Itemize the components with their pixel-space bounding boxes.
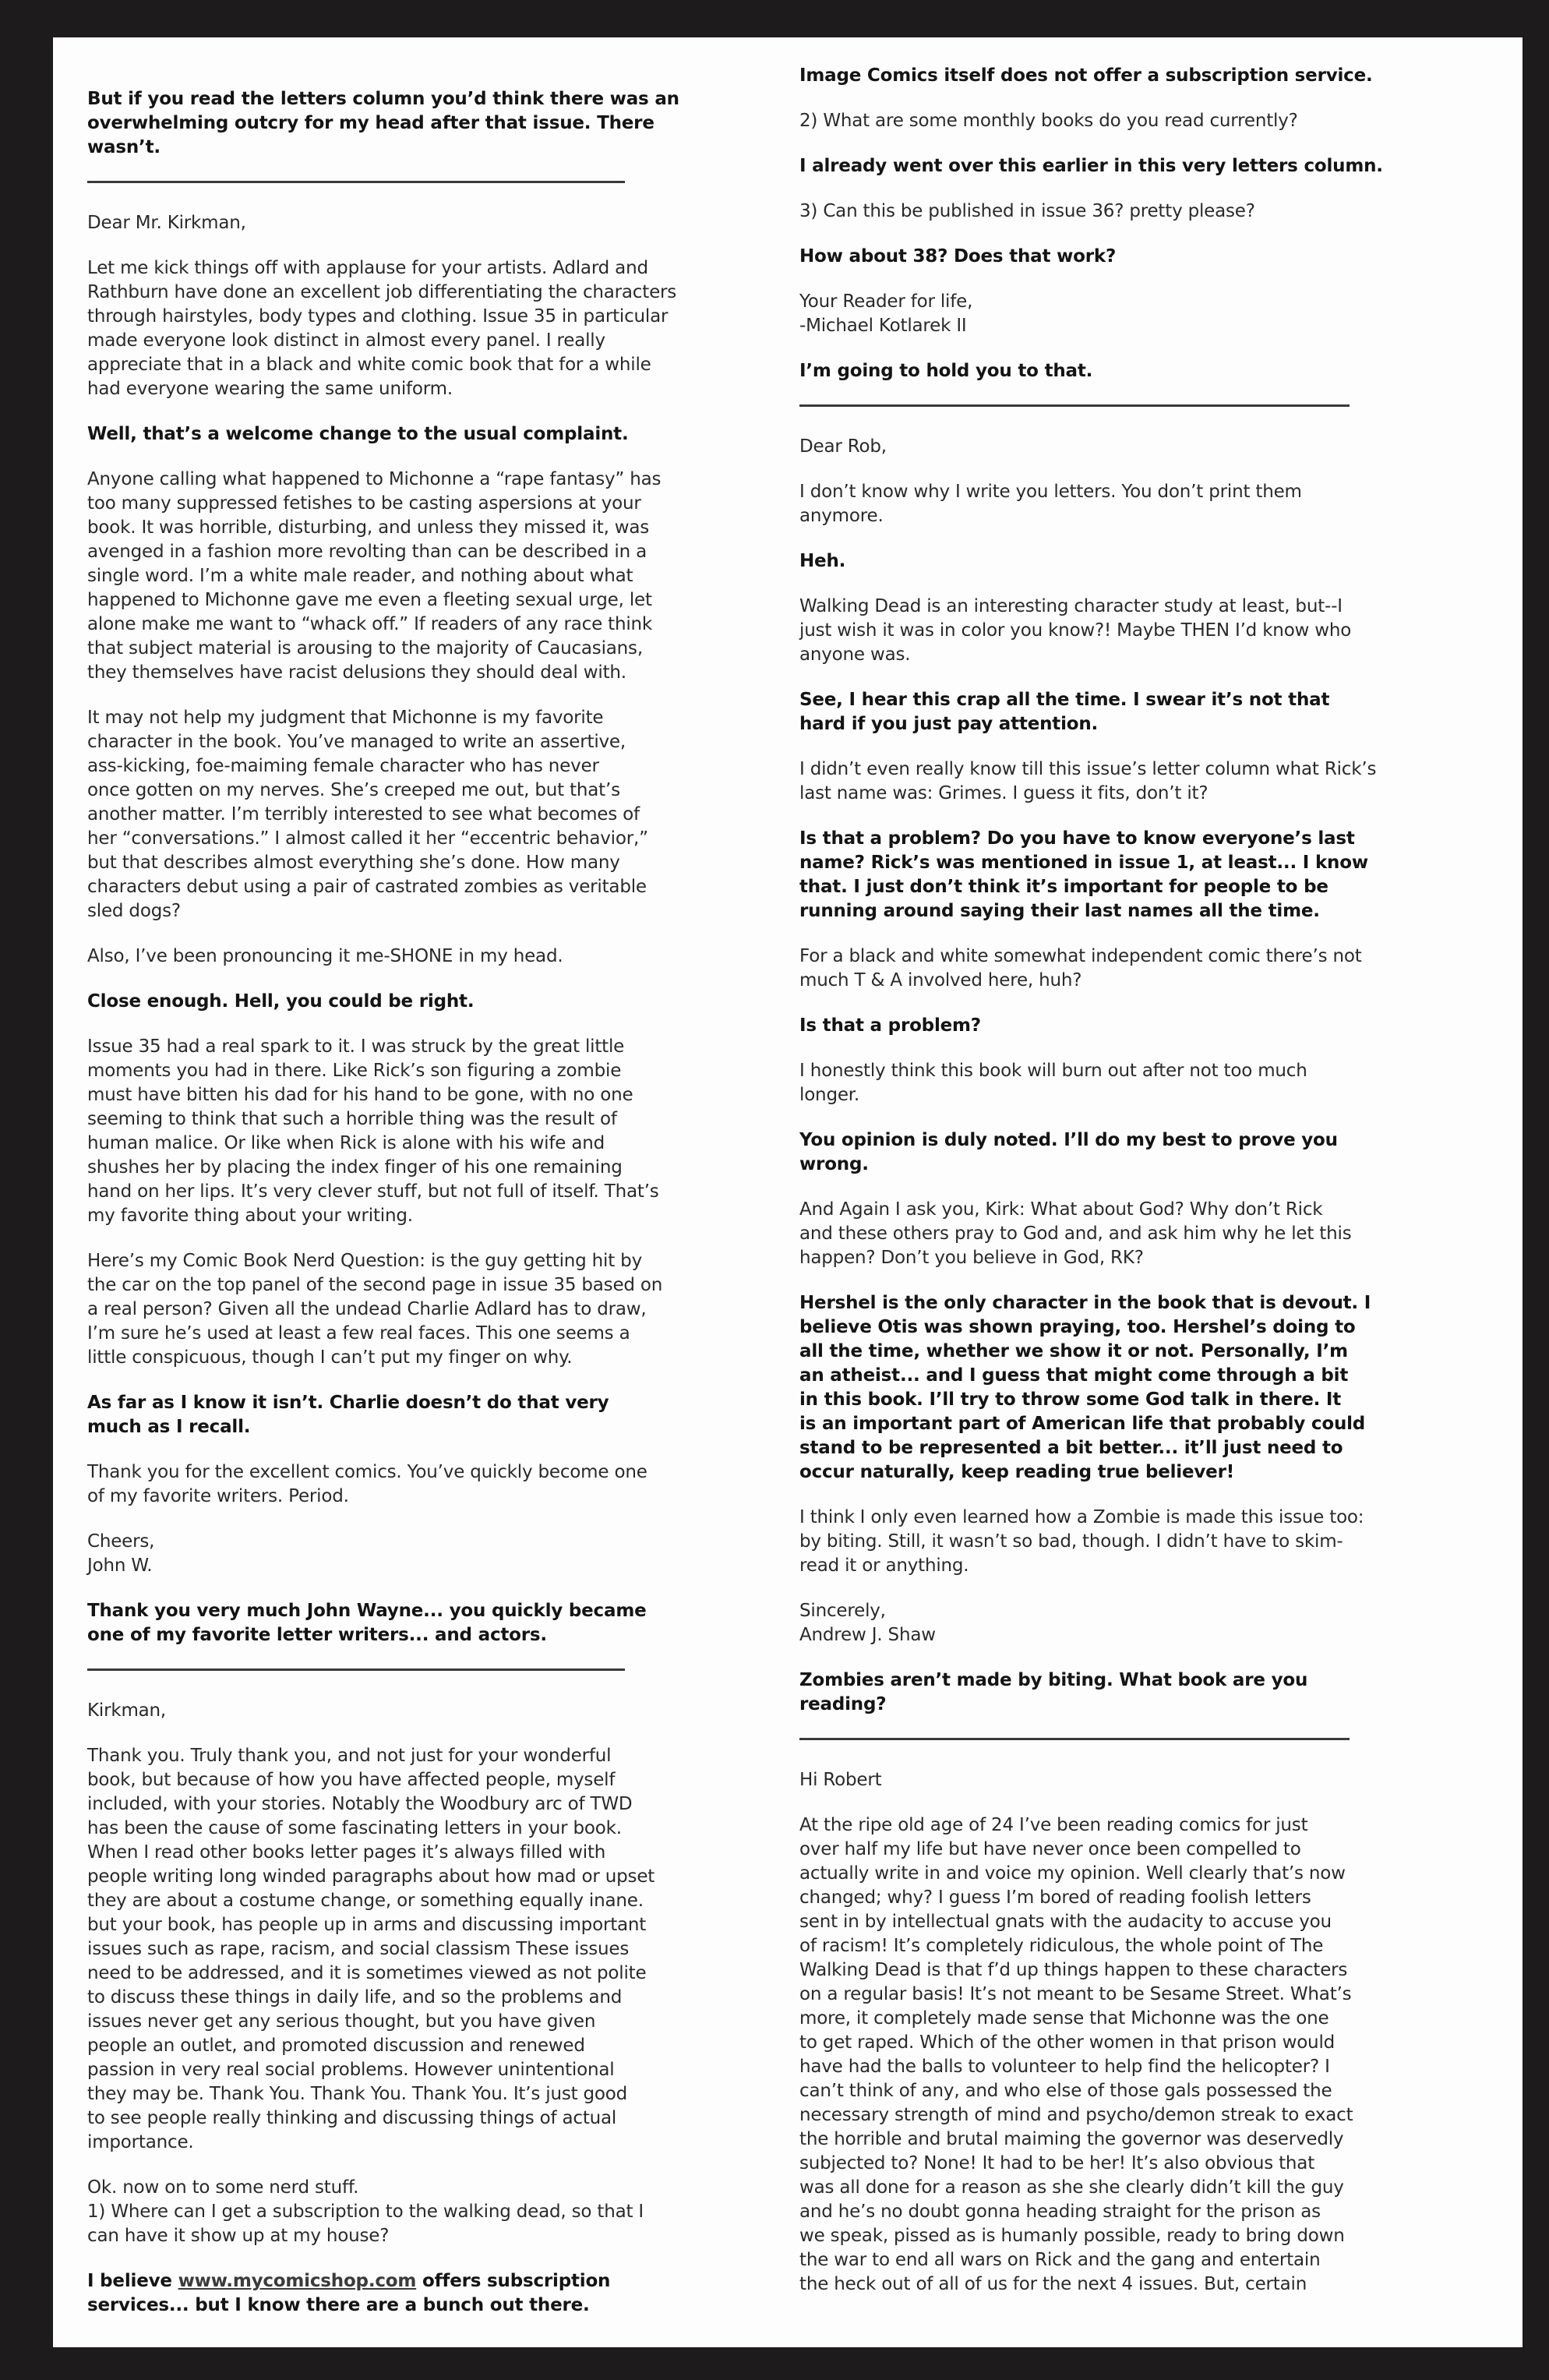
text-line: anyone was. — [799, 644, 911, 665]
text-line: name? Rick’s was mentioned in issue 1, at least... I know — [799, 853, 1368, 873]
editor-reply — [799, 1668, 1383, 1717]
text-line: passion in very real social problems. However unintentional — [87, 2060, 615, 2080]
text-line: the war to end all wars on Rick and the gang and entertain — [799, 2250, 1321, 2270]
text-line: the heck out of all of us for the next 4 issues. But, certain — [799, 2274, 1307, 2294]
letter-paragraph — [799, 1599, 1383, 1647]
letter-paragraph — [87, 1530, 679, 1578]
text-line: Walking Dead is an interesting character study at least, but--I — [799, 596, 1343, 616]
text-line: moments you had in there. Like Rick’s son figuring a zombie — [87, 1061, 622, 1081]
text-line: that subject material is arousing to the majority of Caucasians, — [87, 638, 643, 659]
text-line: 1) Where can I get a subscription to the walking dead, so that I — [87, 2202, 644, 2222]
text-line: hand on her lips. It’s very clever stuff, but not full of itself. That’s — [87, 1181, 659, 1202]
editor-reply — [799, 1128, 1383, 1177]
text-line: 3) Can this be published in issue 36? pretty please? — [799, 201, 1255, 221]
editor-reply — [799, 827, 1383, 923]
text-line: See, I hear this crap all the time. I swear it’s not that — [799, 690, 1330, 710]
text-line: they themselves have racist delusions they should deal with. — [87, 662, 626, 683]
section-divider — [87, 1668, 625, 1671]
text-line: anymore. — [799, 506, 884, 526]
text-line: Ok. now on to some nerd stuff. — [87, 2177, 359, 2198]
text-line: Kirkman, — [87, 1700, 167, 1721]
text-line: believe Otis was shown praying, too. Hershel’s doing to — [799, 1317, 1356, 1337]
text-line: overwhelming outcry for my head after that issue. There — [87, 113, 655, 133]
text-line: alone make me want to “whack off.” If readers of any race think — [87, 614, 653, 634]
editor-reply — [799, 688, 1383, 736]
editor-reply — [87, 422, 679, 447]
text-line: need to be addressed, and it is sometimes viewed as not polite — [87, 1963, 647, 1983]
text-line: occur naturally, keep reading true believer! — [799, 1462, 1235, 1482]
text-line: to discuss these things in daily life, and so the problems and — [87, 1987, 623, 2007]
text-line: actually write in and voice my opinion. Well clearly that’s now — [799, 1863, 1346, 1884]
editor-reply — [87, 1599, 679, 1647]
text-line: much as I recall. — [87, 1417, 251, 1437]
section-divider — [87, 181, 625, 183]
text-line: too many suppressed fetishes to be casting aspersions at your — [87, 493, 641, 514]
text-line: the car on the top panel of the second page in issue 35 based on — [87, 1275, 663, 1295]
letter-paragraph — [87, 1035, 679, 1228]
text-line: must have bitten his dad for his hand to be gone, with no one — [87, 1085, 633, 1105]
text-line: in this book. I’ll try to throw some God talk in there. It — [799, 1390, 1342, 1410]
text-line: issues such as rape, racism, and social classism These issues — [87, 1939, 630, 1959]
text-line: can’t think of any, and who else of those gals possessed the — [799, 2081, 1332, 2101]
text-line: Dear Mr. Kirkman, — [87, 213, 246, 233]
text-line: people an outlet, and promoted discussion and renewed — [87, 2036, 585, 2056]
text-line: necessary strength of mind and psycho/demon streak to exact — [799, 2105, 1353, 2125]
text-line: Your Reader for life, — [799, 291, 973, 312]
letter-paragraph — [87, 1249, 679, 1370]
text-line: Thank you very much John Wayne... you quickly became — [87, 1601, 647, 1621]
text-line: her “conversations.” I almost called it her “eccentric behavior,” — [87, 828, 648, 849]
text-line: another matter. I’m terribly interested to see what becomes of — [87, 804, 640, 825]
text-line: book. It was horrible, disturbing, and unless they missed it, was — [87, 517, 650, 538]
text-line: At the ripe old age of 24 I’ve been reading comics for just — [799, 1815, 1308, 1835]
text-line: Cheers, — [87, 1531, 155, 1552]
text-line: my favorite thing about your writing. — [87, 1206, 413, 1226]
text-line: shushes her by placing the index finger of his one remaining — [87, 1157, 623, 1178]
letter-paragraph — [799, 595, 1383, 667]
text-line: wrong. — [799, 1154, 869, 1174]
text-line: Walking Dead is that f’d up things happen to these characters — [799, 1960, 1348, 1980]
text-line: to see people really thinking and discussing things of actual — [87, 2108, 617, 2128]
text-line: single word. I’m a white male reader, and nothing about what — [87, 566, 633, 586]
text-line: Also, I’ve been pronouncing it me-SHONE in my head. — [87, 946, 563, 966]
letter-paragraph — [87, 1744, 679, 2155]
text-line: How about 38? Does that work? — [799, 246, 1117, 267]
text-line: And Again I ask you, Kirk: What about God? Why don’t Rick — [799, 1199, 1323, 1220]
text-line: wasn’t. — [87, 137, 161, 157]
text-line: through hairstyles, body types and clothing. Issue 35 in particular — [87, 306, 669, 327]
text-line: they are about a costume change, or something equally inane. — [87, 1891, 644, 1911]
text-line: people writing long winded paragraphs about how mad or upset — [87, 1866, 655, 1887]
text-line: Zombies aren’t made by biting. What book are you — [799, 1670, 1308, 1690]
text-line: stand to be represented a bit better... it’ll just need to — [799, 1438, 1343, 1458]
text-line: is an important part of American life that probably could — [799, 1414, 1366, 1434]
text-line: of my favorite writers. Period. — [87, 1486, 349, 1506]
text-line: I already went over this earlier in this very letters column. — [799, 156, 1383, 176]
letter-paragraph — [799, 1506, 1383, 1578]
text-line: book, but because of how you have affected people, myself — [87, 1770, 616, 1790]
editor-reply — [799, 64, 1383, 88]
text-line: and these others pray to God and, and ask him why he let this — [799, 1224, 1352, 1244]
text-line: Is that a problem? Do you have to know everyone’s last — [799, 828, 1355, 849]
text-line: of racism! It’s completely ridiculous, the whole point of The — [799, 1936, 1324, 1956]
editor-reply — [87, 87, 679, 160]
text-line: I didn’t even really know till this issue’s letter column what Rick’s — [799, 759, 1377, 779]
text-line: but your book, has people up in arms and discussing important — [87, 1915, 647, 1935]
text-line: Image Comics itself does not offer a subscription service. — [799, 65, 1373, 86]
letter-paragraph — [799, 757, 1383, 806]
editor-reply — [799, 1014, 1383, 1038]
letter-paragraph — [799, 1059, 1383, 1107]
text-line: appreciate that in a black and white comic book that for a while — [87, 355, 651, 375]
text-line: I don’t know why I write you letters. You don’t print them — [799, 482, 1302, 502]
editor-reply — [799, 359, 1383, 383]
text-line: by biting. Still, it wasn’t so bad, though. I didn’t have to skim- — [799, 1531, 1343, 1552]
editor-reply — [87, 990, 679, 1014]
text-line: Sincerely, — [799, 1601, 886, 1621]
text-line: Here’s my Comic Book Nerd Question: is the guy getting hit by — [87, 1251, 642, 1271]
text-line: You opinion is duly noted. I’ll do my best to prove you — [799, 1130, 1338, 1150]
editor-reply — [799, 245, 1383, 269]
text-line: Issue 35 had a real spark to it. I was struck by the great little — [87, 1036, 625, 1057]
text-line: we speak, pissed as is humanly possible, ready to bring down — [799, 2226, 1345, 2246]
text-line: an atheist... and I guess that might come through a bit — [799, 1365, 1349, 1386]
text-line: just wish it was in color you know?! Maybe THEN I’d know who — [799, 620, 1352, 641]
text-line: changed; why? I guess I’m bored of reading foolish letters — [799, 1887, 1311, 1908]
letter-paragraph — [799, 1813, 1383, 2297]
letter-paragraph — [87, 256, 679, 401]
text-line: had everyone wearing the same uniform. — [87, 379, 453, 399]
text-line: sled dogs? — [87, 901, 181, 921]
text-line: included, with your stories. Notably the Woodbury arc of TWD — [87, 1794, 633, 1814]
text-line: importance. — [87, 2132, 194, 2152]
text-line: read it or anything. — [799, 1555, 969, 1576]
text-line: longer. — [799, 1085, 860, 1105]
editor-reply — [87, 1391, 679, 1439]
letter-paragraph — [87, 2176, 679, 2248]
text-line: -Michael Kotlarek II — [799, 316, 967, 336]
text-line: It may not help my judgment that Michonne is my favorite — [87, 708, 604, 728]
text-line: Let me kick things off with applause for your artists. Adlard and — [87, 258, 648, 278]
text-line: human malice. Or like when Rick is alone with his wife and — [87, 1133, 605, 1153]
letter-paragraph — [87, 1460, 679, 1509]
text-segment: offers subscription — [416, 2271, 611, 2291]
text-line: When I read other books letter pages it’s always filled with — [87, 1842, 606, 1863]
text-line: Hershel is the only character in the book that is devout. I — [799, 1293, 1371, 1313]
letter-paragraph — [87, 211, 679, 235]
text-line: Heh. — [799, 551, 846, 571]
text-line: services... but I know there are a bunch out there. — [87, 2295, 590, 2315]
text-line: has been the cause of some fascinating letters in your book. — [87, 1818, 622, 1838]
text-segment: I believe — [87, 2271, 178, 2291]
text-line: on a regular basis! It’s not meant to be Sesame Street. What’s — [799, 1984, 1352, 2004]
text-line: ass-kicking, foe-maiming female character who has never — [87, 756, 599, 776]
editor-reply — [799, 154, 1383, 178]
text-line: a real person? Given all the undead Charlie Adlard has to draw, — [87, 1299, 647, 1319]
text-line: John W. — [87, 1555, 153, 1576]
mycomicshop-link[interactable]: www.mycomicshop.com — [178, 2271, 417, 2291]
letter-paragraph — [799, 290, 1383, 338]
letter-paragraph — [87, 1699, 679, 1723]
text-line: they may be. Thank You. Thank You. Thank You. It’s just good — [87, 2084, 628, 2104]
text-line: characters debut using a pair of castrated zombies as veritable — [87, 877, 647, 897]
text-line: Well, that’s a welcome change to the usual complaint. — [87, 424, 629, 444]
text-line: Thank you for the excellent comics. You’ve quickly become one — [87, 1462, 647, 1482]
letter-paragraph — [87, 468, 679, 685]
letter-paragraph — [87, 706, 679, 923]
text-line: sent in by intellectual gnats with the audacity to accuse you — [799, 1912, 1332, 1932]
text-line: Andrew J. Shaw — [799, 1625, 936, 1645]
text-line: all the time, whether we show it or not. Personally, I’m — [799, 1341, 1348, 1361]
text-line: hard if you just pay attention. — [799, 714, 1099, 734]
letter-paragraph — [799, 435, 1383, 459]
letter-paragraph — [799, 1768, 1383, 1792]
text-line: running around saying their last names all the time. — [799, 901, 1320, 921]
text-line: one of my favorite letter writers... and actors. — [87, 1625, 547, 1645]
letters-page — [53, 37, 1523, 2347]
text-line: more, it completely made sense that Michonne was the one — [799, 2008, 1329, 2029]
letter-paragraph — [799, 109, 1383, 133]
text-line: As far as I know it isn’t. Charlie doesn’t do that very — [87, 1393, 609, 1413]
text-line: Is that a problem? — [799, 1015, 981, 1036]
editor-reply — [799, 549, 1383, 574]
text-line: seeming to think that such a horrible thing was the result of — [87, 1109, 617, 1129]
text-line: I’m going to hold you to that. — [799, 361, 1093, 381]
section-divider — [799, 1738, 1350, 1740]
text-line: reading? — [799, 1694, 887, 1714]
text-line: I honestly think this book will burn out after not too much — [799, 1061, 1307, 1081]
text-line: issues never get any serious thought, but you have given — [87, 2011, 596, 2032]
text-line: Hi Robert — [799, 1770, 882, 1790]
letter-paragraph — [799, 1198, 1383, 1270]
text-line: 2) What are some monthly books do you read currently? — [799, 111, 1298, 131]
text-line: and he’s no doubt gonna heading straight for the prison as — [799, 2202, 1321, 2222]
text-line: much T & A involved here, huh? — [799, 970, 1082, 990]
letter-paragraph — [799, 480, 1383, 528]
text-line: over half my life but have never once been compelled to — [799, 1839, 1301, 1859]
text-line: But if you read the letters column you’d think there was an — [87, 89, 679, 109]
letter-paragraph — [799, 945, 1383, 993]
text-line: Thank you. Truly thank you, and not just for your wonderful — [87, 1746, 612, 1766]
text-line: happened to Michonne gave me even a fleeting sexual urge, let — [87, 590, 652, 610]
text-line: the horrible and brutal maiming the governor was deservedly — [799, 2129, 1344, 2149]
text-line: little conspicuous, though I can’t put my finger on why. — [87, 1347, 573, 1368]
letter-paragraph — [87, 945, 679, 969]
text-line: character in the book. You’ve managed to write an assertive, — [87, 732, 626, 752]
text-line: For a black and white somewhat independent comic there’s not — [799, 946, 1362, 966]
text-line: made everyone look distinct in almost every panel. I really — [87, 330, 605, 351]
text-line: to get raped. Which of the other women in that prison would — [799, 2032, 1336, 2053]
text-line: last name was: Grimes. I guess it fits, don’t it? — [799, 783, 1209, 803]
text-line: Anyone calling what happened to Michonne a “rape fantasy” has — [87, 469, 662, 489]
text-line: Close enough. Hell, you could be right. — [87, 991, 475, 1012]
text-line: that. I just don’t think it’s important for people to be — [799, 877, 1328, 897]
text-line: Rathburn have done an excellent job differentiating the characters — [87, 282, 677, 302]
text-line: avenged in a fashion more revolting than can be described in a — [87, 542, 647, 562]
editor-reply — [87, 2269, 679, 2318]
text-line: but that describes almost everything she’s done. How many — [87, 853, 620, 873]
text-line: happen? Don’t you believe in God, RK? — [799, 1248, 1144, 1268]
section-divider — [799, 404, 1350, 407]
editor-reply — [799, 1291, 1383, 1485]
text-line: subjected to? None! It had to be her! It’s also obvious that — [799, 2153, 1315, 2173]
text-line: I’m sure he’s used at least a few real faces. This one seems a — [87, 1323, 630, 1344]
text-line: I think I only even learned how a Zombie is made this issue too: — [799, 1507, 1364, 1527]
text-line: was all done for a reason as she she clearly didn’t kill the guy — [799, 2177, 1344, 2198]
text-line: can have it show up at my house? — [87, 2226, 390, 2246]
letter-paragraph — [799, 200, 1383, 224]
text-line — [87, 2269, 679, 2293]
text-line: Dear Rob, — [799, 436, 887, 457]
text-line: once gotten on my nerves. She’s creeped me out, but that’s — [87, 780, 620, 800]
left-column — [87, 87, 679, 2339]
text-line: have had the balls to volunteer to help find the helicopter? I — [799, 2057, 1330, 2077]
right-column — [799, 64, 1383, 2318]
